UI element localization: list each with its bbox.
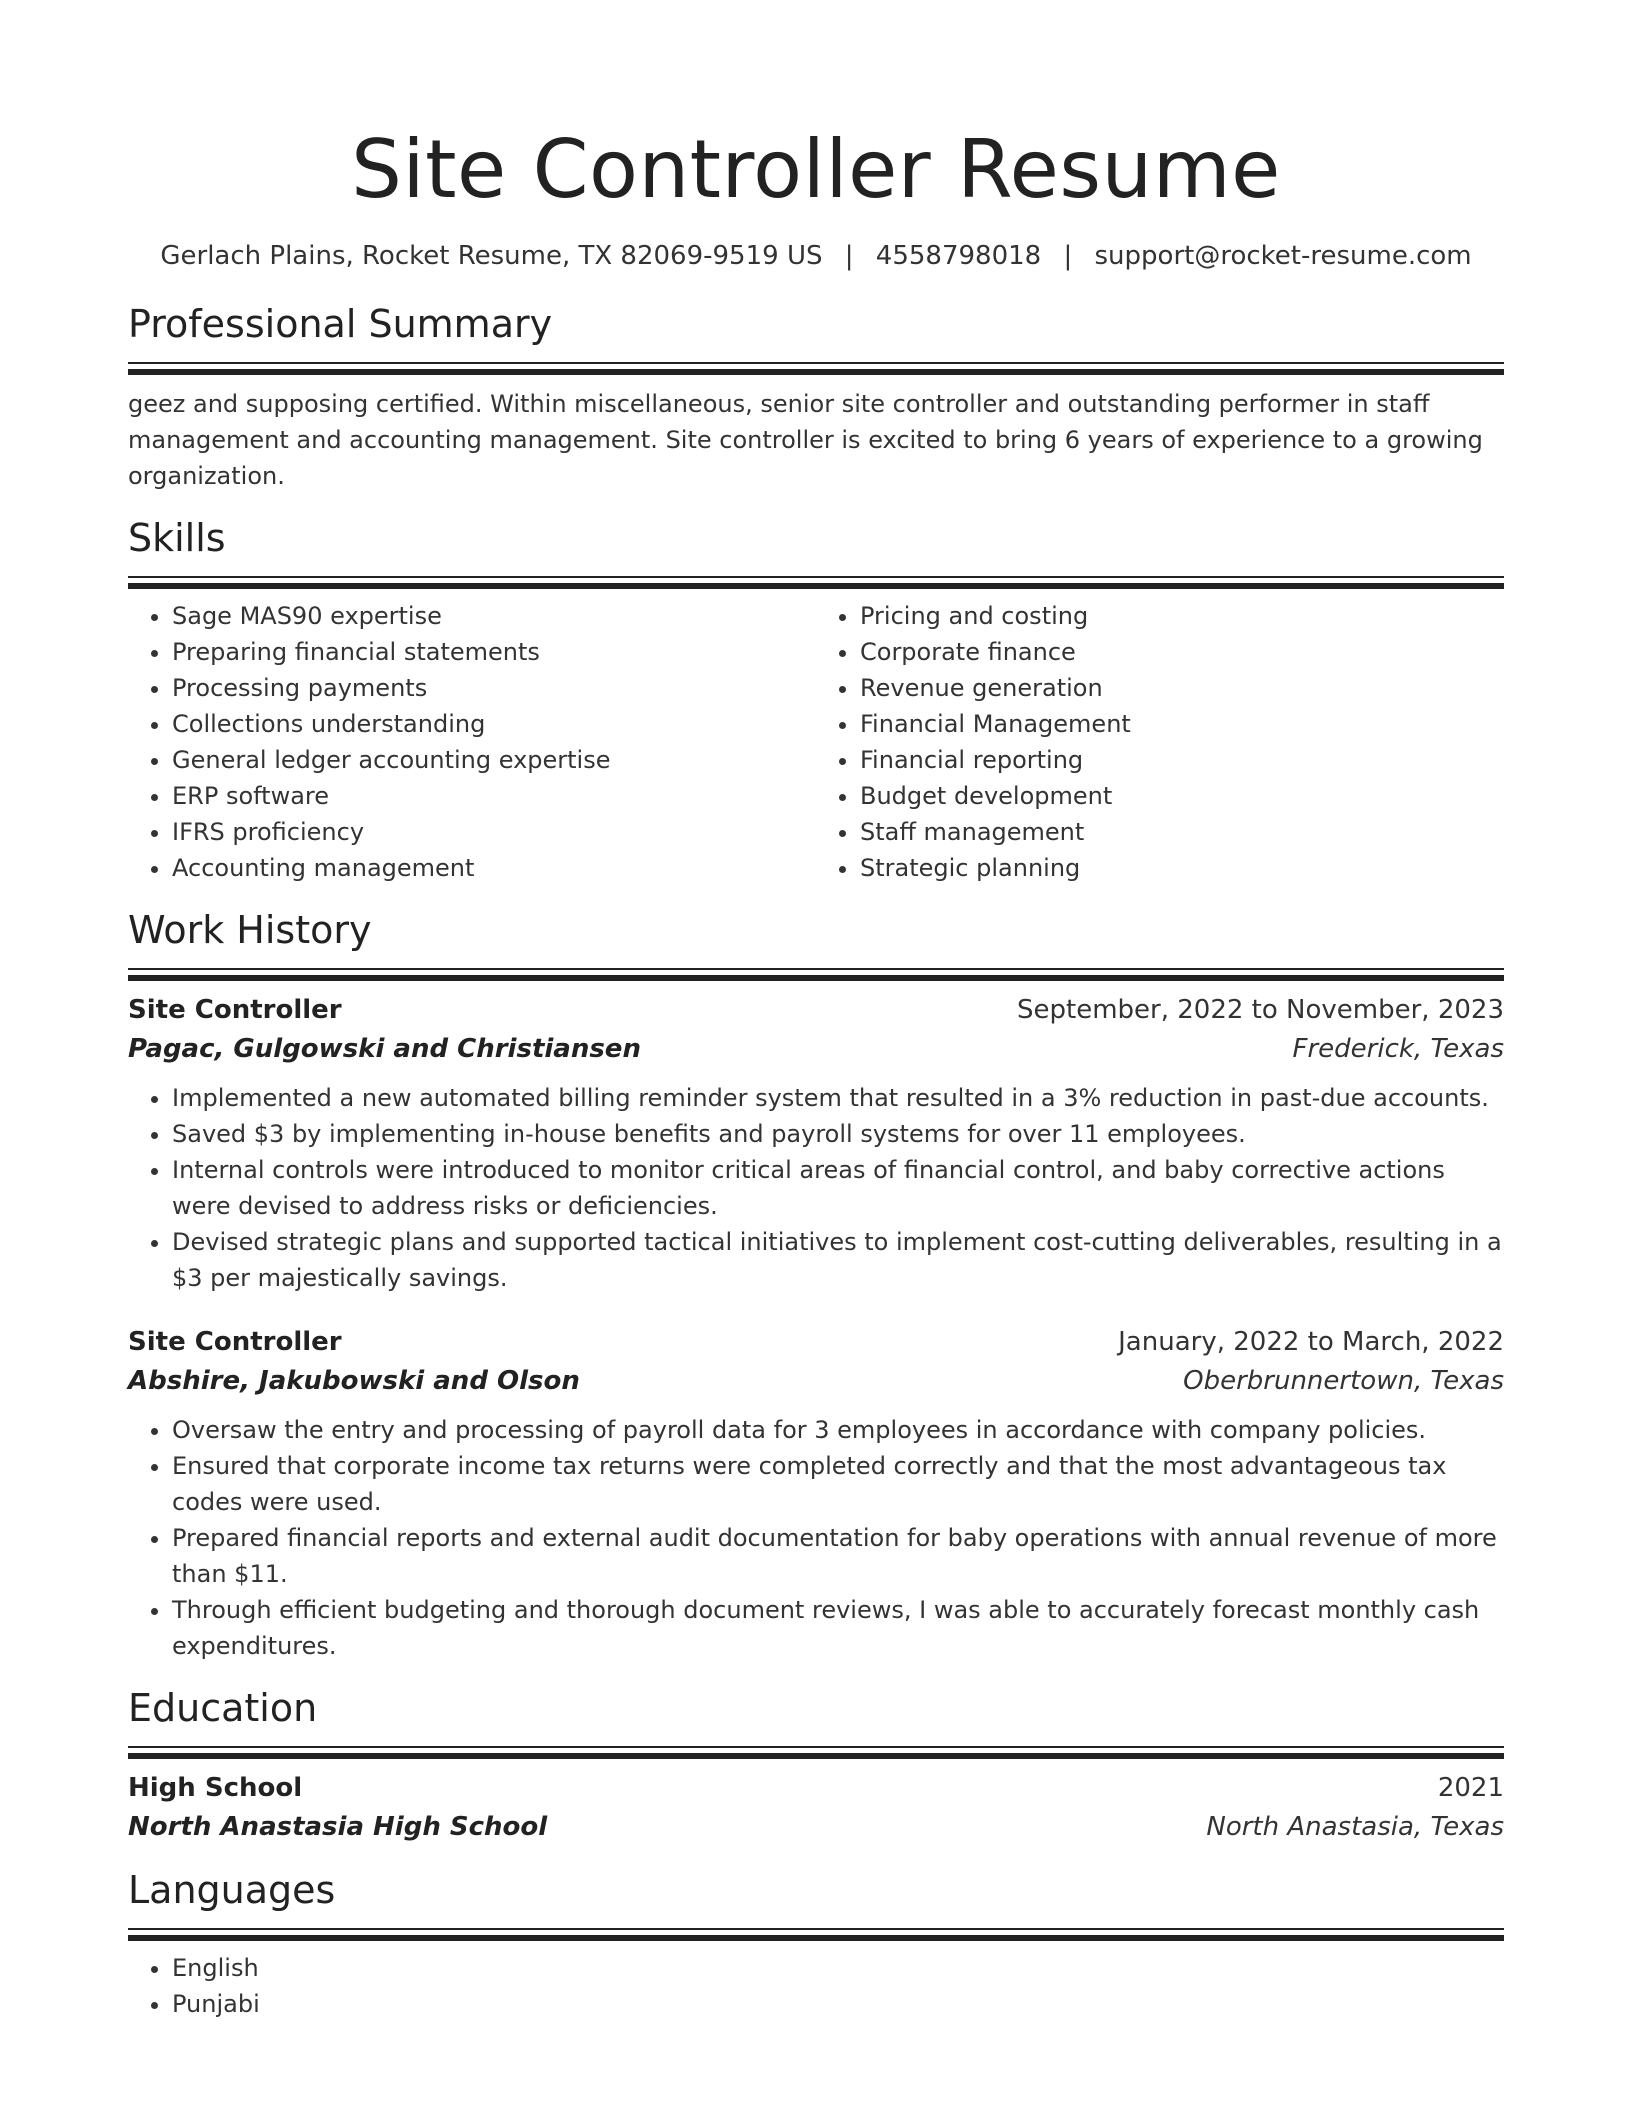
education-school: North Anastasia High School <box>128 1812 548 1842</box>
contact-email: support@rocket-resume.com <box>1094 241 1472 271</box>
job-entry <box>128 990 1504 1296</box>
skill-item: • Corporate finance <box>860 634 1504 670</box>
contact-separator: | <box>1063 241 1073 271</box>
skill-item: • IFRS proficiency <box>172 814 816 850</box>
job-bullet: • Ensured that corporate income tax returns were completed correctly and that the most advantageous tax codes were used. <box>172 1448 1504 1520</box>
resume-title: Site Controller Resume <box>351 123 1281 216</box>
skill-item: • Collections understanding <box>172 706 816 742</box>
job-company: Abshire, Jakubowski and Olson <box>128 1366 580 1396</box>
job-location: Frederick, Texas <box>1292 1034 1504 1064</box>
job-bullet: • Devised strategic plans and supported tactical initiatives to implement cost-cutting deliverables, resulting in a $3 per majestically savings. <box>172 1224 1504 1296</box>
resume-page <box>128 0 1504 2022</box>
job-entry <box>128 1322 1504 1664</box>
education-degree: High School <box>128 1773 303 1803</box>
job-bullet: • Through efficient budgeting and thorough document reviews, I was able to accurately forecast monthly cash expenditures. <box>172 1592 1504 1664</box>
work-history-section <box>128 906 1504 1664</box>
summary-text: geez and supposing certified. Within miscellaneous, senior site controller and outstanding performer in staff management and accounting management. Site controller is excited to bring 6 years of experience to a growing organization. <box>128 390 1483 490</box>
job-location: Oberbrunnertown, Texas <box>1183 1366 1504 1396</box>
job-title: Site Controller <box>128 995 342 1025</box>
skill-item: • Financial Management <box>860 706 1504 742</box>
education-heading: Education <box>128 1686 318 1730</box>
language-item: • English <box>172 1950 1504 1986</box>
section-divider <box>128 362 1504 378</box>
job-bullet: • Prepared financial reports and external audit documentation for baby operations with annual revenue of more than $11. <box>172 1520 1504 1592</box>
section-divider <box>128 1746 1504 1762</box>
skill-item: • General ledger accounting expertise <box>172 742 816 778</box>
section-divider <box>128 968 1504 984</box>
skill-item: • Revenue generation <box>860 670 1504 706</box>
education-section <box>128 1684 1504 1846</box>
job-dates: September, 2022 to November, 2023 <box>1017 995 1504 1025</box>
skills-grid <box>128 598 1504 886</box>
job-company: Pagac, Gulgowski and Christiansen <box>128 1034 641 1064</box>
skill-item: • Sage MAS90 expertise <box>172 598 816 634</box>
skill-item: • Strategic planning <box>860 850 1504 886</box>
job-bullet: • Implemented a new automated billing reminder system that resulted in a 3% reduction in past-due accounts. <box>172 1080 1504 1116</box>
skills-column-left <box>128 598 816 886</box>
skills-column-right <box>816 598 1504 886</box>
languages-heading: Languages <box>128 1868 336 1912</box>
language-item: • Punjabi <box>172 1986 1504 2022</box>
skill-item: • Budget development <box>860 778 1504 814</box>
job-bullet: • Saved $3 by implementing in-house benefits and payroll systems for over 11 employees. <box>172 1116 1504 1152</box>
education-year: 2021 <box>1437 1773 1504 1803</box>
job-bullet: • Internal controls were introduced to monitor critical areas of financial control, and baby corrective actions were devised to address risks or deficiencies. <box>172 1152 1504 1224</box>
summary-heading: Professional Summary <box>128 302 553 346</box>
job-title: Site Controller <box>128 1327 342 1357</box>
skill-item: • ERP software <box>172 778 816 814</box>
summary-section <box>128 300 1504 494</box>
work-history-heading: Work History <box>128 908 372 952</box>
section-divider <box>128 576 1504 592</box>
skill-item: • Accounting management <box>172 850 816 886</box>
skill-item: • Preparing financial statements <box>172 634 816 670</box>
job-bullet: • Oversaw the entry and processing of payroll data for 3 employees in accordance with company policies. <box>172 1412 1504 1448</box>
skills-heading: Skills <box>128 516 226 560</box>
education-entry <box>128 1768 1504 1846</box>
job-dates: January, 2022 to March, 2022 <box>1118 1327 1504 1357</box>
skills-section <box>128 514 1504 886</box>
skill-item: • Financial reporting <box>860 742 1504 778</box>
languages-section <box>128 1866 1504 2022</box>
education-location: North Anastasia, Texas <box>1206 1812 1504 1842</box>
skill-item: • Staff management <box>860 814 1504 850</box>
contact-phone: 4558798018 <box>875 241 1042 271</box>
section-divider <box>128 1928 1504 1944</box>
contact-separator: | <box>844 241 854 271</box>
contact-address: Gerlach Plains, Rocket Resume, TX 82069-9519 US <box>160 241 823 271</box>
skill-item: • Pricing and costing <box>860 598 1504 634</box>
contact-line <box>128 238 1504 274</box>
skill-item: • Processing payments <box>172 670 816 706</box>
